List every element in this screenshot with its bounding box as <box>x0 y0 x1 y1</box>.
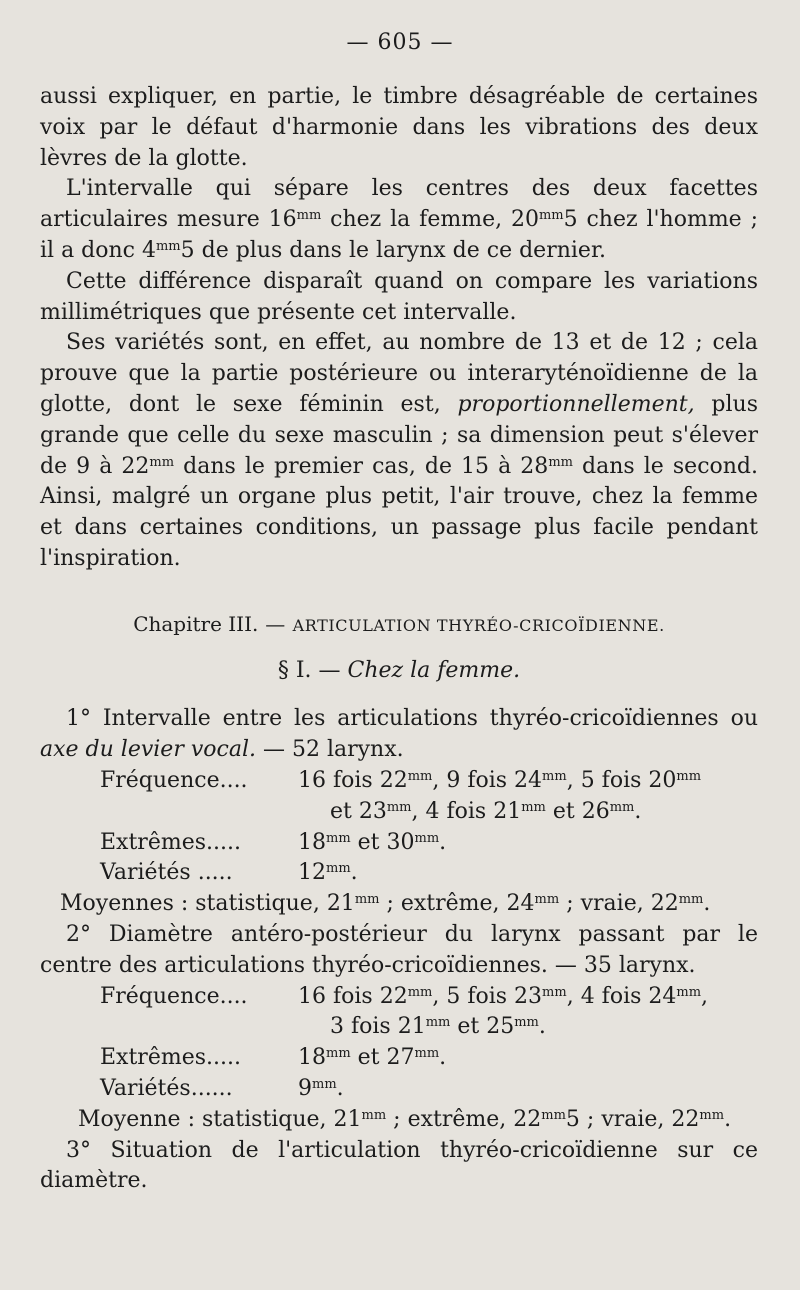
chapter-heading: Chapitre III. — ARTICULATION THYRÉO-CRICOÏDIENNE. <box>133 611 665 636</box>
paragraph-2: L'intervalle qui sépare les centres des deux facettes articulaires mesure $16^{mm}$ chez la femme, $20^{mm}5$ chez l'homme ; il a donc $4^{mm}5$ de plus dans le larynx de ce dernier. <box>40 176 758 263</box>
item-2-frequency: Fréquence.... 16 fois $22^{mm}$, 5 fois $23^{mm}$, 4 fois $24^{mm}$, <box>100 983 709 1009</box>
item-1-varieties: Variétés ..... $12^{mm}$. <box>100 860 358 886</box>
item-1-intro: 1° Intervalle entre les articulations thyréo-cricoïdiennes ou axe du levier vocal. — 52 larynx. <box>40 706 758 763</box>
item-2-intro: 2° Diamètre antéro-postérieur du larynx passant par le centre des articulations thyréo-cricoïdiennes. — 35 larynx. <box>40 921 758 978</box>
item-2-extremes: Extrêmes..... $18^{mm}$ et $27^{mm}$. <box>100 1045 447 1071</box>
item-2-averages: Moyenne : statistique, $21^{mm}$ ; extrême, $22^{mm}5$ ; vraie, $22^{mm}$. <box>78 1106 732 1132</box>
page-number: — 605 — <box>346 30 454 55</box>
section-heading: § I. — Chez la femme. <box>277 657 521 683</box>
paragraph-4: Ses variétés sont, en effet, au nombre de 13 et de 12 ; cela prouve que la partie postérieure ou interaryténoïdienne de la glotte, dont le sexe féminin est, proportionnellement, plus grande que celle du sexe masculin ; sa dimension peut s'élever de 9 à $22^{mm}$ dans le premier cas, de 15 à $28^{mm}$ dans le second. Ainsi, malgré un organe plus petit, l'air trouve, chez la femme et dans certaines conditions, un passage plus facile pendant l'inspiration. <box>40 330 759 571</box>
item-1-extremes: Extrêmes..... $18^{mm}$ et $30^{mm}$. <box>100 829 447 855</box>
body-text <box>40 82 758 1197</box>
item-1-averages: Moyennes : statistique, $21^{mm}$ ; extrême, $24^{mm}$ ; vraie, $22^{mm}$. <box>60 891 711 917</box>
item-1-frequency: Fréquence.... 16 fois $22^{mm}$, 9 fois $24^{mm}$, 5 fois $20^{mm}$ <box>100 767 702 793</box>
item-1-frequency-cont: et $23^{mm}$, 4 fois $21^{mm}$ et $26^{mm}$. <box>330 798 642 824</box>
item-2-frequency-cont: 3 fois $21^{mm}$ et $25^{mm}$. <box>330 1014 546 1040</box>
paragraph-3: Cette différence disparaît quand on compare les variations millimétriques que présente cet intervalle. <box>40 268 758 325</box>
item-3-intro: 3° Situation de l'articulation thyréo-cricoïdienne sur ce diamètre. <box>40 1137 758 1194</box>
item-2-varieties: Variétés...... $9^{mm}$. <box>100 1075 344 1101</box>
paragraph-1: aussi expliquer, en partie, le timbre désagréable de certaines voix par le défaut d'harmonie dans les vibrations des deux lèvres de la glotte. <box>40 84 758 171</box>
